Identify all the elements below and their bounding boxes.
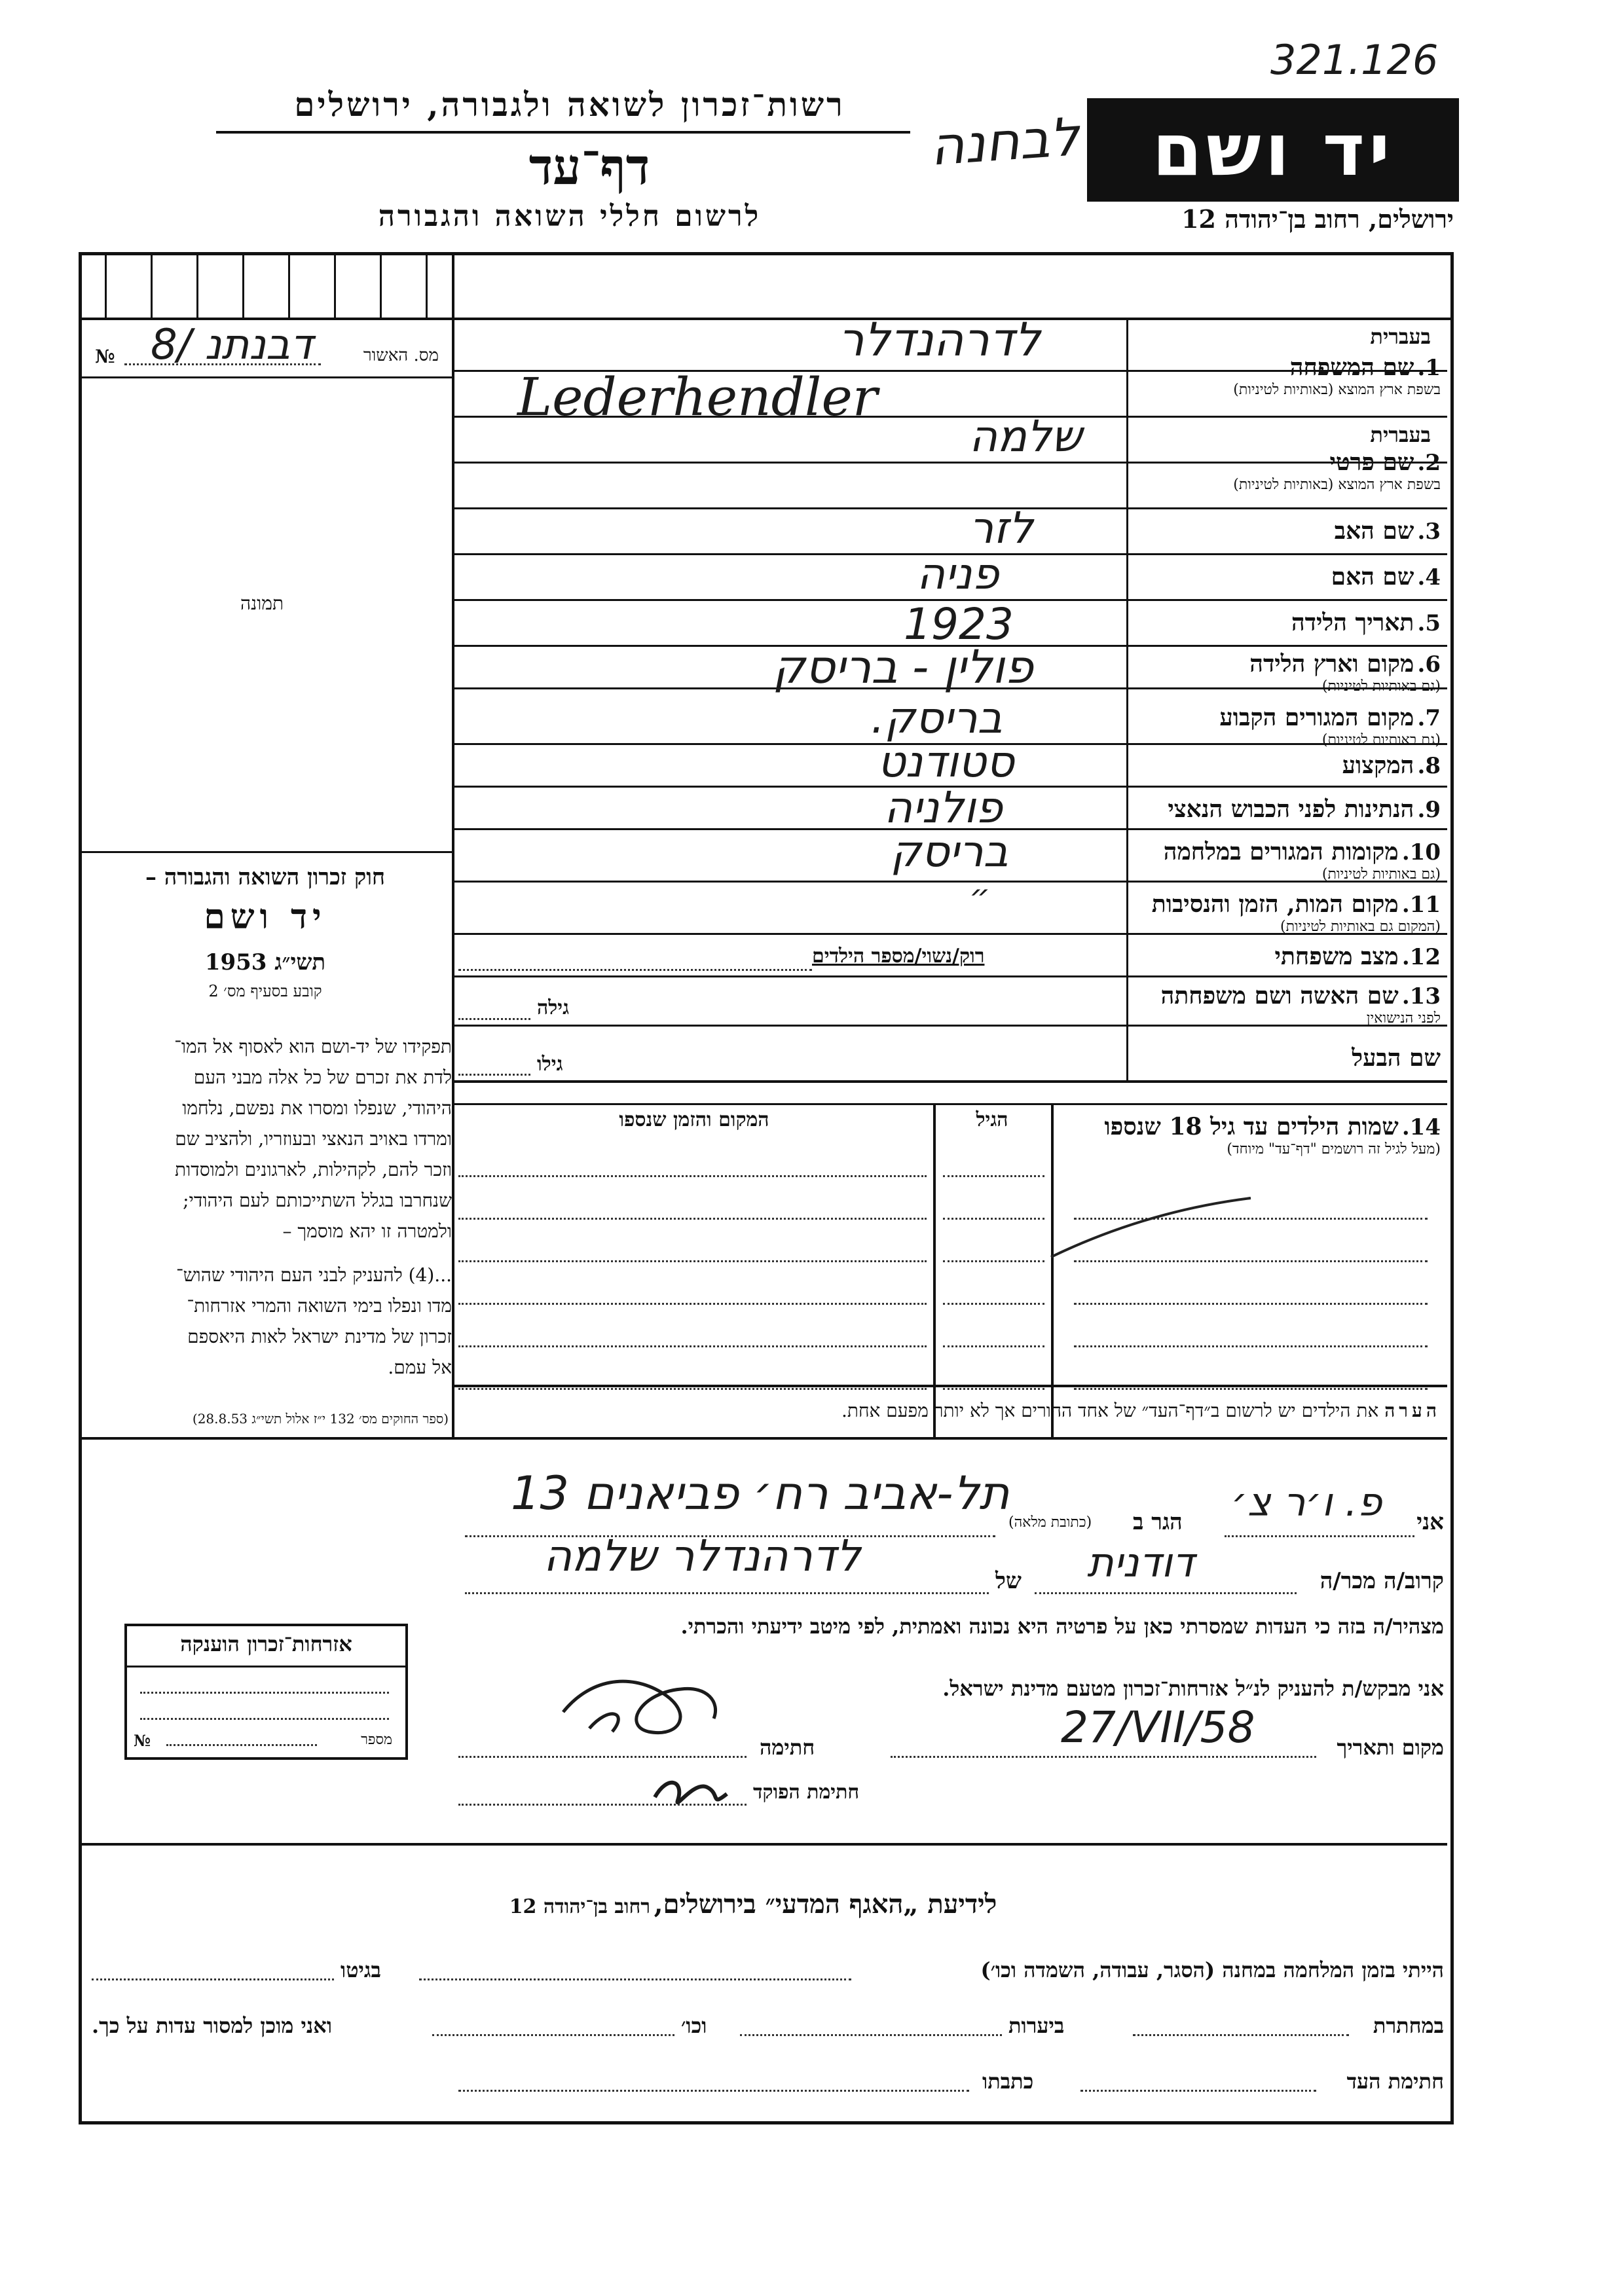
husband-label: שם הבעל: [1352, 1044, 1441, 1072]
field-2-label: 2. שם פרטי בשפת ארץ המוצא (באותיות לטיניות): [1233, 448, 1441, 493]
field-4-label: 4. שם האם: [1331, 563, 1441, 591]
field-5-label: 5. תאריך הלידה: [1291, 609, 1441, 636]
note-row: הערה את הילדים יש לרשום ב״דף־העד״ של אחד ההורים אך לא יותר מפעם אחת.: [841, 1400, 1441, 1421]
children-place-header: המקום והזמן שנספו: [619, 1108, 769, 1131]
relation-label: קרוב/ה מכר/ה: [1320, 1568, 1444, 1594]
logo-text: יד ושם: [1152, 108, 1394, 192]
husband-age-label: גילו: [537, 1053, 563, 1076]
children-age-header: הגיל: [976, 1108, 1008, 1131]
of-label: של: [995, 1568, 1022, 1594]
declarant-signature: [550, 1666, 733, 1751]
field-10-value: בריסק: [891, 826, 1008, 877]
footer-line3-witness: חתימת העד: [1346, 2069, 1444, 2094]
field-6-label: 6. מקום וארץ הלידה (גם באותיות לטיניות): [1249, 650, 1441, 695]
citizenship-box-title: אזרחות־זכרון הוענקה: [180, 1631, 352, 1656]
field-1-value-hebrew: לדרהנדלר: [838, 313, 1041, 367]
inspector-label: חתימת הפוקד: [753, 1781, 860, 1804]
field-7-label: 7. מקום המגורים הקבוע (גם באותיות לטיניות): [1219, 704, 1441, 748]
footer-line2-etc: וכו׳: [681, 2013, 707, 2038]
form-subtitle: לרשום חללי השואה והגבורה: [378, 200, 762, 233]
law-year: תשי״ג 1953: [204, 949, 326, 975]
field-11-label: 11. מקום המות, הזמן והנסיבות (המקום גם באותיות לטיניות): [1151, 890, 1441, 935]
field-1-lang: בעברית: [1370, 324, 1431, 349]
children-label: 14. שמות הילדים עד גיל 18 שנספו (מעל לגיל זה רושמים "דף־עד" מיוחד): [1104, 1113, 1441, 1157]
law-name: יד ושם: [204, 897, 327, 937]
wife-age-label: גילה: [537, 996, 570, 1019]
photo-label: תמונה: [240, 592, 284, 614]
field-9-label: 9. הנתינות לפני הכבוש הנאצי: [1168, 795, 1441, 823]
of-value: לדרהנדלר שלמה: [544, 1531, 861, 1581]
address-hint: (כתובת מלאה): [1008, 1514, 1092, 1531]
footer-line2-underground: במחתרת: [1373, 2013, 1444, 2038]
field-12-value: רוק/נשוי/מספר הילדים: [812, 945, 985, 968]
reg-number-value: 8/ דבנתנ: [151, 321, 313, 369]
field-2-value: שלמה: [969, 411, 1082, 462]
field-12-label: 12. מצב משפחתי: [1274, 943, 1441, 970]
field-11-value: ״: [969, 877, 991, 915]
field-6-value: פולין - בריסק: [773, 640, 1033, 694]
law-text: תפקידו של יד-ושם הוא לאסוף אל המו־ לדת את זכרם של כל אלה מבני העם היהודי, שנפלו ומסרו את נפשם, נלחמו ומרדו באויב הנאצי ובעוזריו, ולהציב שם וזכר להם, לקהילות, לארגונים ולמוסדות שנחרבו בגלל השתייכותם לעם היהודי; ולמטרה זו יהא מוסמך – ...(4) להעניק לבני העם היהודי שהוש־ מדו ונפלו בימי השואה והמרי אזרחות־ זכרון של מדינת ישראל לאות היאספם אל עמם.: [174, 1036, 452, 1378]
footer-line2-forests: ביערות: [1008, 2013, 1065, 2038]
reg-number-label: מס. האשור: [363, 346, 439, 365]
law-citation: (ספר החוקים מס׳ 132 י״ז אלול תשי״ג 28.8.53): [192, 1411, 449, 1427]
corner-number: 321.126: [1270, 36, 1439, 84]
field-3-label: 3. שם האב: [1334, 517, 1441, 545]
relation-value: דודנית: [1087, 1539, 1195, 1586]
field-1-value-latin: Lederhendler: [517, 367, 878, 428]
residing-label: הגר ב: [1133, 1509, 1183, 1535]
inspector-signature: [648, 1768, 740, 1813]
field-1-label: 1. שם המשפחה בשפת ארץ המוצא (באותיות לטיניות): [1233, 354, 1441, 398]
statement: מצהיר/ה בזה כי העדות שמסרתי כאן על פרטיה היא נכונה ואמתית, לפי מיטב ידיעתי והכרתי.: [680, 1614, 1444, 1639]
footer-line1-camp: הייתי בזמן המלחמה במחנה (הסגר, עבודה, השמדה וכו׳): [980, 1958, 1444, 1982]
institution-underline: [216, 131, 910, 134]
request: אני מבקש/ת להעניק לנ״ל אזרחות־זכרון מטעם מדינת ישראל.: [942, 1676, 1444, 1701]
field-4-value: פניה: [917, 549, 999, 599]
place-date-value: 27/VII/58: [1061, 1702, 1255, 1753]
field-7-value: בריסק.: [871, 693, 1003, 743]
citizenship-box-symbol: №: [134, 1731, 151, 1750]
field-10-label: 10. מקומות המגורים במלחמה (גם באותיות לטיניות): [1163, 838, 1441, 883]
citizenship-box-number-label: מספר: [361, 1732, 392, 1748]
footer-line3-address: כתבתו: [982, 2069, 1034, 2094]
field-5-value: 1923: [904, 599, 1014, 649]
address-value: תל-אביב רח׳ פביאנים 13: [511, 1467, 1010, 1520]
field-2-lang: בעברית: [1370, 422, 1431, 447]
field-8-value: סטודנט: [877, 737, 1014, 787]
declarant-value: פ. ו׳ר צ׳: [1231, 1480, 1382, 1525]
address: ירושלים, רחוב בן־יהודה 12: [1181, 204, 1454, 234]
place-date-label: מקום ותאריך: [1337, 1735, 1444, 1760]
yad-vashem-logo: [1087, 98, 1459, 202]
institution-name: רשות־זכרון לשואה ולגבורה, ירושלים: [294, 85, 845, 124]
form-title: דף־עד: [528, 137, 650, 196]
field-13-label: 13. שם האשה ושם משפחתה לפני הנישואין: [1160, 982, 1441, 1027]
field-8-label: 8. המקצוע: [1342, 752, 1441, 779]
footer-line2-ready: ואני מוכן למסור עדות על כך.: [92, 2013, 333, 2038]
field-9-value: פולניה: [884, 782, 1003, 833]
citizenship-box: [124, 1624, 408, 1760]
strike-through-line: [1048, 1192, 1257, 1264]
reg-number-symbol: №: [95, 346, 115, 367]
signature-label: חתימה: [760, 1735, 815, 1760]
field-3-value: לזר: [969, 503, 1033, 553]
handwritten-stamp: לבחנה: [928, 106, 1082, 177]
law-clause: קובע בסעיף מס׳ 2: [208, 982, 322, 1000]
footer-title: לידיעת „האגף המדעי״ בירושלים, רחוב בן־יהודה 12: [509, 1889, 997, 1920]
declarant-label: אני: [1416, 1509, 1444, 1535]
law-title: חוק זכרון השואה והגבורה –: [145, 864, 386, 890]
footer-line1-ghetto: בגיטו: [341, 1958, 381, 1982]
